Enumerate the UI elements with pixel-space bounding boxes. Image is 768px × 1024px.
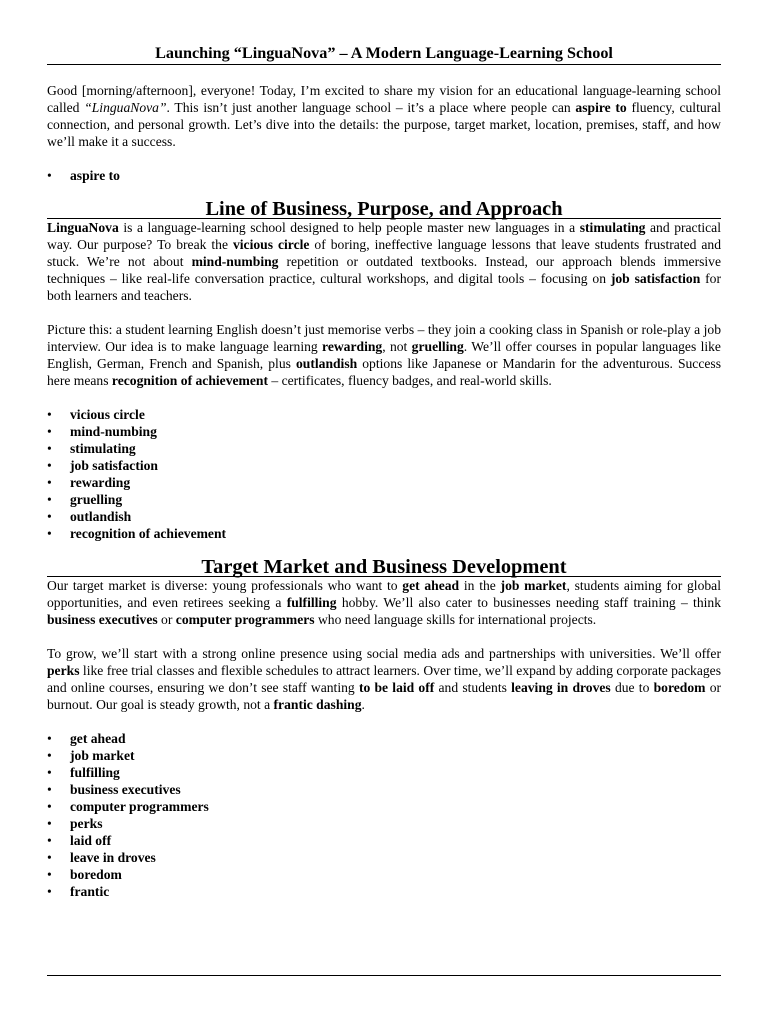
key-term: to be laid off bbox=[358, 680, 435, 695]
bullet-icon: • bbox=[47, 458, 52, 473]
section-heading-market: Target Market and Business Development bbox=[47, 559, 721, 577]
text-span: fluency, cultural connection, and personal growth. Let’s dive into the details: the purpose, target market, location, premises, staff, and how we’ll make it a success. bbox=[47, 100, 721, 149]
term-label: outlandish bbox=[70, 509, 132, 524]
intro-paragraph bbox=[47, 82, 721, 150]
section2-term-list bbox=[47, 730, 721, 900]
text-span: . We’ll offer courses in popular languages like English, German, French and Spanish, plus bbox=[47, 339, 721, 371]
list-item bbox=[47, 747, 721, 764]
term-label: business executives bbox=[70, 782, 181, 797]
text-span: – certificates, fluency badges, and real-world skills. bbox=[267, 373, 552, 388]
text-span: Our target market is diverse: young professionals who want to bbox=[47, 578, 403, 593]
text-span: options like Japanese or Mandarin for the adventurous. Success here means bbox=[47, 356, 721, 388]
list-item bbox=[47, 866, 721, 883]
term-label: job market bbox=[70, 748, 135, 763]
list-item bbox=[47, 525, 721, 542]
bullet-icon: • bbox=[47, 526, 52, 541]
list-item bbox=[47, 781, 721, 798]
key-term: outlandish bbox=[295, 356, 358, 371]
list-item bbox=[47, 508, 721, 525]
bullet-icon: • bbox=[47, 850, 52, 865]
list-item bbox=[47, 883, 721, 900]
bullet-icon: • bbox=[47, 168, 52, 183]
key-term: computer programmers bbox=[175, 612, 315, 627]
bullet-icon: • bbox=[47, 731, 52, 746]
key-term: vicious circle bbox=[232, 237, 310, 252]
list-item bbox=[47, 457, 721, 474]
key-term: boredom bbox=[653, 680, 706, 695]
key-term: job market bbox=[500, 578, 567, 593]
list-item bbox=[47, 798, 721, 815]
list-item bbox=[47, 491, 721, 508]
text-span: for both learners and teachers. bbox=[47, 271, 721, 303]
bullet-icon: • bbox=[47, 407, 52, 422]
text-span: in the bbox=[459, 578, 501, 593]
term-label: recognition of achievement bbox=[70, 526, 227, 541]
text-span: repetition or outdated textbooks. Instead, our approach blends immersive techniques – like real-life conversation practice, cultural workshops, and digital tools – focusing on bbox=[47, 254, 722, 286]
term-label: perks bbox=[70, 816, 103, 831]
text-span: . This isn’t just another language school – it’s a place where people can bbox=[166, 100, 576, 115]
list-item bbox=[47, 815, 721, 832]
bullet-icon: • bbox=[47, 867, 52, 882]
term-label: rewarding bbox=[70, 475, 131, 490]
list-item bbox=[47, 167, 721, 184]
bullet-icon: • bbox=[47, 799, 52, 814]
list-item bbox=[47, 832, 721, 849]
bullet-icon: • bbox=[47, 782, 52, 797]
key-term: rewarding bbox=[322, 339, 383, 354]
text-span: and practical way. Our purpose? To break the bbox=[47, 220, 721, 252]
bullet-icon: • bbox=[47, 424, 52, 439]
list-item bbox=[47, 423, 721, 440]
term-label: computer programmers bbox=[70, 799, 209, 814]
term-label: fulfilling bbox=[70, 765, 120, 780]
key-term: stimulating bbox=[579, 220, 646, 235]
term-label: frantic bbox=[70, 884, 110, 899]
list-item bbox=[47, 474, 721, 491]
section1-paragraph-1 bbox=[47, 219, 721, 304]
bullet-icon: • bbox=[47, 833, 52, 848]
bullet-icon: • bbox=[47, 748, 52, 763]
term-label: vicious circle bbox=[70, 407, 145, 422]
school-name-italic: “LinguaNova” bbox=[84, 100, 167, 115]
key-term: aspire to bbox=[575, 100, 627, 115]
key-term: gruelling bbox=[411, 339, 464, 354]
term-label: get ahead bbox=[70, 731, 126, 746]
section1-paragraph-2 bbox=[47, 321, 721, 389]
term-label: leave in droves bbox=[70, 850, 156, 865]
bullet-icon: • bbox=[47, 765, 52, 780]
page-title: Launching “LinguaNova” – A Modern Language-Learning School bbox=[47, 43, 721, 65]
term-label: laid off bbox=[70, 833, 112, 848]
key-term: fulfilling bbox=[286, 595, 337, 610]
text-span: Picture this: a student learning English doesn’t just memorise verbs – they join a cooking class in Spanish or role-play a job interview. Our idea is to make language learning bbox=[47, 322, 721, 354]
text-span: , students aiming for global opportunities, and even retirees seeking a bbox=[47, 578, 721, 610]
document-body bbox=[47, 43, 721, 900]
text-span: or burnout. Our goal is steady growth, not a bbox=[47, 680, 722, 712]
section1-term-list bbox=[47, 406, 721, 542]
bullet-icon: • bbox=[47, 475, 52, 490]
section2-paragraph-2 bbox=[47, 645, 721, 713]
term-label: job satisfaction bbox=[70, 458, 158, 473]
list-item bbox=[47, 764, 721, 781]
key-term: LinguaNova bbox=[47, 220, 119, 235]
bullet-icon: • bbox=[47, 441, 52, 456]
section-heading-business: Line of Business, Purpose, and Approach bbox=[47, 201, 721, 219]
section2-paragraph-1 bbox=[47, 577, 721, 628]
list-item bbox=[47, 849, 721, 866]
list-item bbox=[47, 406, 721, 423]
term-label: gruelling bbox=[70, 492, 123, 507]
key-term: frantic dashing bbox=[273, 697, 362, 712]
term-label: boredom bbox=[70, 867, 122, 882]
text-span: who need language skills for international projects. bbox=[314, 612, 597, 627]
key-term: business executives bbox=[47, 612, 158, 627]
text-span: of boring, ineffective language lessons that leave students frustrated and stuck. We’re not about bbox=[47, 237, 722, 269]
key-term: mind-numbing bbox=[191, 254, 279, 269]
key-term: leaving in droves bbox=[511, 680, 611, 695]
key-term: get ahead bbox=[402, 578, 460, 593]
footer-divider bbox=[47, 975, 721, 976]
text-span: Good [morning/afternoon], everyone! Today, I’m excited to share my vision for an educational language-learning school called bbox=[47, 83, 721, 115]
text-span: and students bbox=[434, 680, 512, 695]
bullet-icon: • bbox=[47, 884, 52, 899]
intro-term-list bbox=[47, 167, 721, 184]
key-term: job satisfaction bbox=[610, 271, 701, 286]
text-span: hobby. We’ll also cater to businesses needing staff training – think bbox=[336, 595, 721, 610]
text-span: To grow, we’ll start with a strong online presence using social media ads and partnerships with universities. We’ll offer bbox=[47, 646, 721, 661]
term-label: mind-numbing bbox=[70, 424, 157, 439]
text-span: like free trial classes and flexible schedules to attract learners. Over time, we’ll expand by adding corporate packages and online courses, ensuring we don’t see staff wanting bbox=[47, 663, 721, 695]
bullet-icon: • bbox=[47, 816, 52, 831]
text-span: , not bbox=[382, 339, 412, 354]
term-label: stimulating bbox=[70, 441, 136, 456]
bullet-icon: • bbox=[47, 492, 52, 507]
text-span: is a language-learning school designed to help people master new languages in a bbox=[118, 220, 580, 235]
text-span: . bbox=[361, 697, 365, 712]
key-term: perks bbox=[47, 663, 80, 678]
term-label: aspire to bbox=[70, 168, 120, 183]
list-item bbox=[47, 730, 721, 747]
key-term: recognition of achievement bbox=[111, 373, 268, 388]
list-item bbox=[47, 440, 721, 457]
text-span: due to bbox=[610, 680, 654, 695]
text-span: or bbox=[157, 612, 176, 627]
bullet-icon: • bbox=[47, 509, 52, 524]
